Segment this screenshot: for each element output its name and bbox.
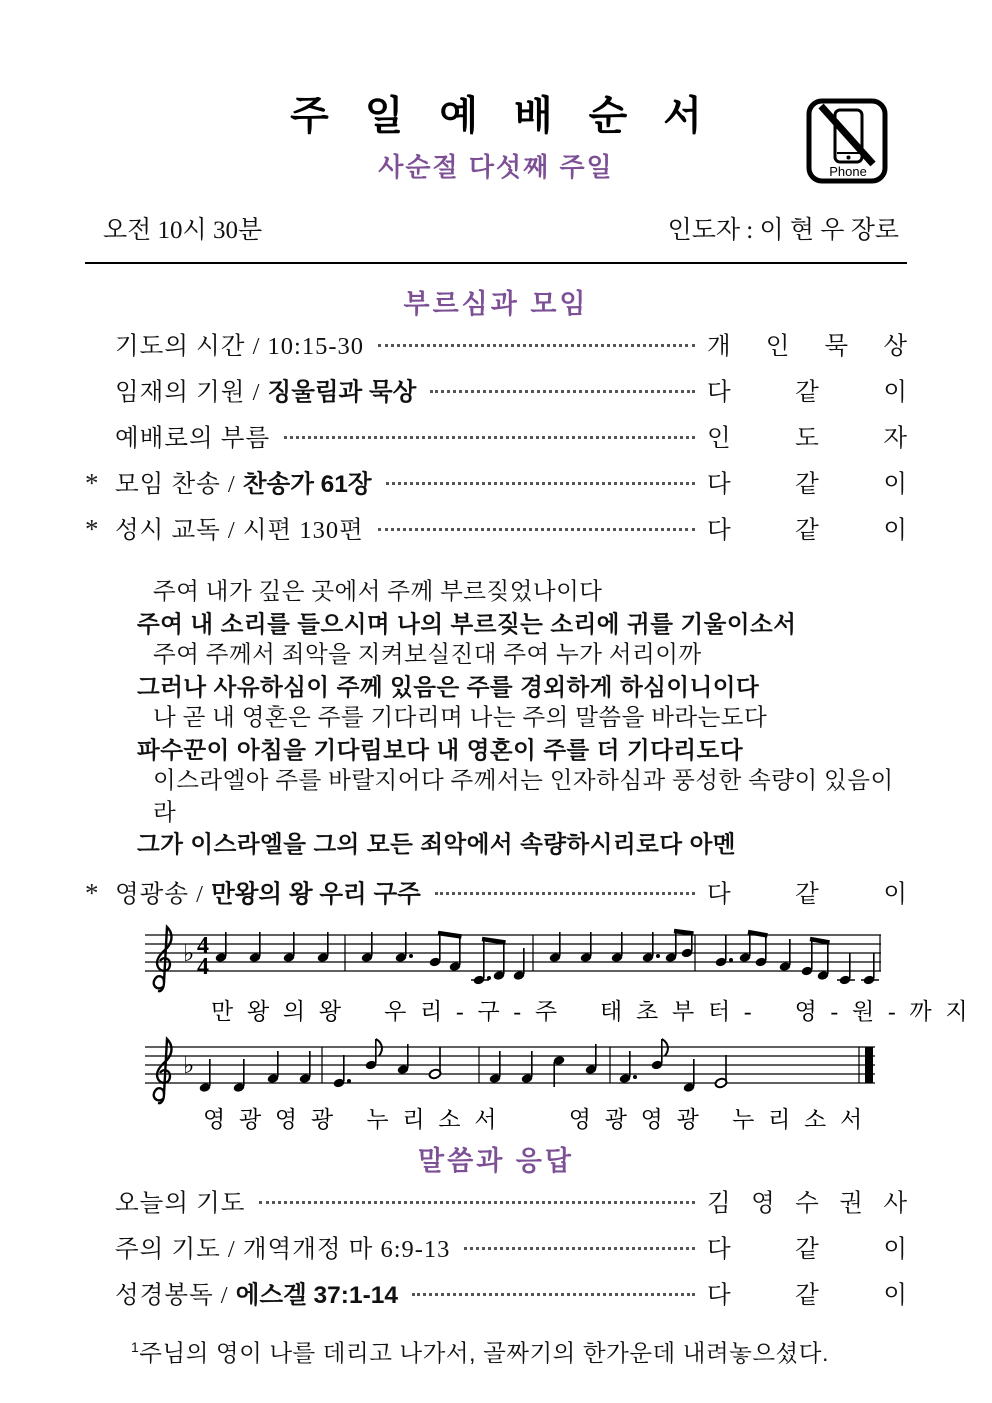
service-leader: 인도자 : 이 현 우 장로: [667, 217, 899, 244]
item-performer: 다 같 이: [707, 880, 907, 908]
psalm-line: 그가 이스라엘을 그의 모든 죄악에서 속량하시리로다 아멘: [137, 831, 736, 857]
psalm-line: 주여 내 소리를 들으시며 나의 부르짖는 소리에 귀를 기울이소서: [137, 610, 797, 637]
music-lyrics-1: 만 왕 의 왕 우 리 - 구 - 주 태 초 부 터 - 영 - 원 - 까 지: [211, 998, 972, 1024]
label-bold: 징울림과 묵상: [267, 379, 417, 406]
item-performer: 다 같 이: [707, 471, 907, 498]
item-performer: 다 같 이: [707, 517, 907, 544]
responsive-reading: [85, 577, 907, 861]
program-item: [85, 511, 907, 557]
item-performer: 인 도 자: [707, 425, 907, 452]
psalm-line: 주여 내가 깊은 곳에서 주께 부르짖었나이다: [153, 579, 603, 605]
page-subtitle: 사순절 다섯째 주일: [378, 152, 614, 182]
verse-text: 주님의 영이 나를 데리고 나가서, 골짜기의 한가운데 내려놓으셨다.: [139, 1339, 829, 1366]
final-barline: [865, 1047, 873, 1083]
dotted-leader: [386, 482, 695, 485]
item-label: [115, 1184, 245, 1219]
label-pre: 기도의 시간: [115, 333, 246, 360]
no-phone-icon: [806, 98, 888, 186]
program-item: [85, 327, 907, 373]
service-info-row: [85, 210, 907, 264]
asterisk-marker: *: [85, 877, 99, 908]
item-performer: 김 영 수 권 사: [707, 1189, 907, 1217]
label-pre: 성경봉독: [115, 1281, 214, 1309]
label-pre: 모임 찬송: [115, 471, 221, 498]
dotted-leader: [378, 528, 695, 531]
program-item: [85, 373, 907, 419]
psalm-line: 나 곧 내 영혼은 주를 기다리며 나는 주의 말씀을 바라는도다: [153, 705, 768, 731]
time-signature-bottom: 4: [197, 953, 209, 980]
dotted-leader: [378, 344, 695, 347]
item-label: [115, 1276, 398, 1311]
key-flat-sign: ♭: [183, 1052, 195, 1079]
item-label: [115, 875, 421, 910]
asterisk-marker: *: [85, 514, 99, 544]
music-staff-1: [143, 923, 883, 997]
staff1-notes: [215, 931, 879, 985]
item-performer: 다 같 이: [707, 1281, 907, 1309]
item-label: [115, 373, 416, 408]
scripture-verse: [85, 1334, 907, 1368]
label-pre: 성시 교독: [115, 517, 221, 544]
label-pre: 임재의 기원: [115, 379, 246, 406]
item-label: [115, 465, 372, 500]
asterisk-marker: *: [85, 468, 99, 498]
label-mid: / 10:15-30: [245, 333, 364, 360]
item-performer: 개 인 묵 상: [707, 333, 907, 360]
time-signature-top: 4: [197, 932, 209, 959]
item-label: [115, 419, 270, 454]
program-item: [85, 419, 907, 465]
music-lyrics-2: 영 광 영 광 누 리 소 서 영 광 영 광 누 리 소 서: [203, 1106, 867, 1132]
psalm-line: 파수꾼이 아침을 기다림보다 내 영혼이 주를 더 기다리도다: [137, 736, 744, 763]
item-performer: 다 같 이: [707, 1235, 907, 1263]
label-pre: 영광송: [115, 880, 190, 908]
treble-clef-icon: [154, 1039, 172, 1103]
program-item-gloria: [85, 875, 907, 919]
label-bold: 찬송가 61장: [242, 471, 372, 498]
key-flat-sign: ♭: [183, 940, 195, 967]
label-mid: /: [189, 880, 212, 908]
label-mid: / 개역개정 마 6:9-13: [220, 1235, 451, 1263]
psalm-line: 그러나 사유하심이 주께 있음은 주를 경외하게 하심이니이다: [137, 673, 760, 700]
label-mid: / 시편 130편: [220, 517, 364, 544]
item-label: [115, 1230, 450, 1265]
program-item: [85, 1230, 907, 1276]
section-title-word: 말씀과 응답: [418, 1145, 574, 1176]
dotted-leader: [284, 436, 695, 439]
psalm-line: 이스라엘아 주를 바랄지어다 주께서는 인자하심과 풍성한 속량이 있음이라: [153, 768, 894, 826]
page-title: 주 일 예 배 순 서: [290, 93, 715, 138]
label-bold: 에스겔 37:1-14: [235, 1281, 398, 1309]
dotted-leader: [259, 1201, 695, 1204]
dotted-leader: [435, 892, 695, 895]
music-staff-2: [143, 1035, 883, 1105]
phone-icon-label: Phone: [829, 164, 867, 179]
dotted-leader: [430, 390, 695, 393]
program-item: [85, 1276, 907, 1322]
program-item: [85, 465, 907, 511]
label-mid: /: [245, 379, 268, 406]
section-title-calling: 부르심과 모임: [403, 289, 589, 319]
psalm-line: 주여 주께서 죄악을 지켜보실진대 주여 누가 서리이까: [153, 642, 702, 668]
item-label: [115, 511, 364, 546]
service-time: 오전 10시 30분: [103, 217, 263, 244]
verse-number: 1: [131, 1338, 140, 1355]
label-bold: 만왕의 왕 우리 구주: [211, 880, 421, 908]
treble-clef-icon: [154, 927, 172, 991]
label-pre: 오늘의 기도: [115, 1189, 246, 1217]
label-mid: /: [213, 1281, 236, 1309]
label-pre: 주의 기도: [115, 1235, 221, 1263]
label-pre: 예배로의 부름: [115, 425, 271, 452]
label-mid: /: [220, 471, 243, 498]
item-label: [115, 327, 364, 362]
dotted-leader: [412, 1293, 695, 1296]
item-performer: 다 같 이: [707, 379, 907, 406]
program-item: [85, 1184, 907, 1230]
dotted-leader: [464, 1247, 695, 1250]
